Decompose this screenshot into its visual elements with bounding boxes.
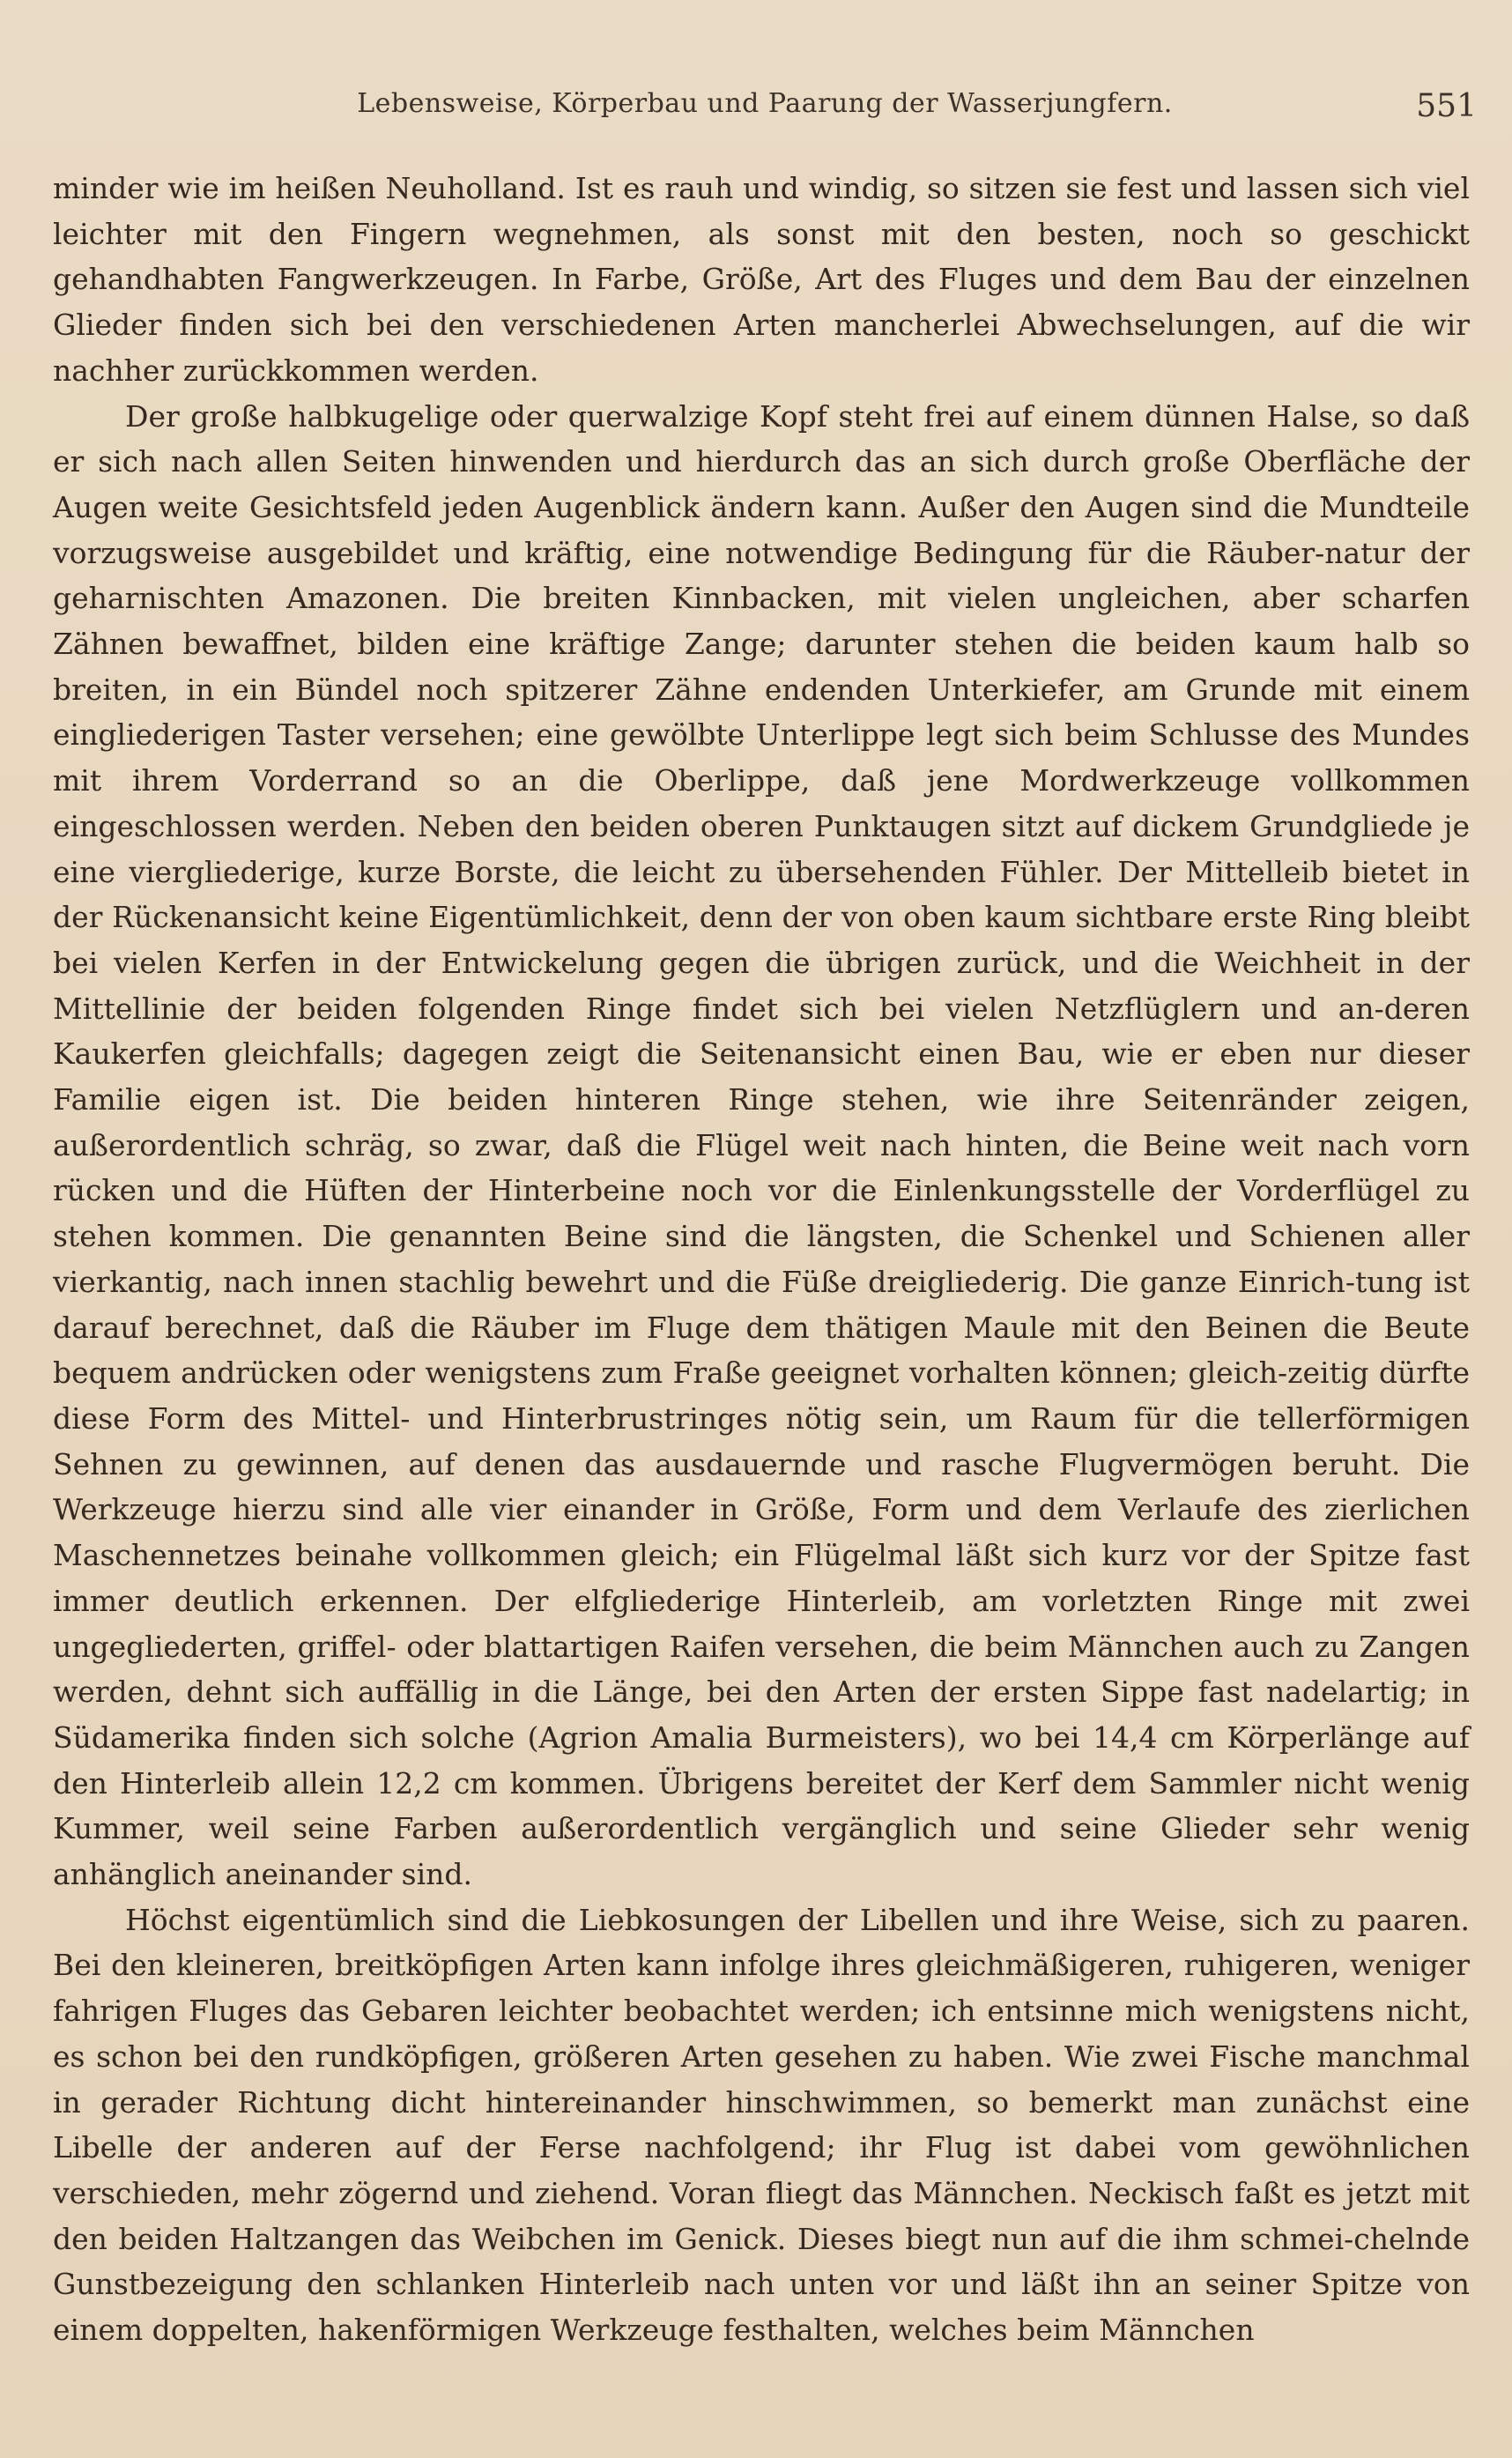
paragraph: Höchst eigentümlich sind die Liebkosungen der Libellen und ihre Weise, sich zu paaren. Bei den kleineren, breitköpfigen Arten kann infolge ihres gleichmäßigeren, ruhigeren, weniger fahrigen Fluges das Gebaren leichter beobachtet werden; ich entsinne mich wenigstens nicht, es schon bei den rundköpfigen, größeren Arten gesehen zu haben. Wie zwei Fische manchmal in gerader Richtung dicht hintereinander hinschwimmen, so bemerkt man zunächst eine Libelle der anderen auf der Ferse nachfolgend; ihr Flug ist dabei vom gewöhnlichen verschieden, mehr zögernd und ziehend. Voran fliegt das Männchen. Neckisch faßt es jetzt mit den beiden Haltzangen das Weibchen im Genick. Dieses biegt nun auf die ihm schmei-chelnde Gunstbezeigung den schlanken Hinterleib nach unten vor und läßt ihn an seiner Spitze von einem doppelten, hakenförmigen Werkzeuge festhalten, welches beim Männchen	[53, 1902, 1470, 2348]
running-title: Lebensweise, Körperbau und Paarung der Wasserjungfern.	[357, 88, 1173, 119]
page-number: 551	[1416, 88, 1477, 124]
paragraph: minder wie im heißen Neuholland. Ist es rauh und windig, so sitzen sie fest und lassen sich viel leichter mit den Fingern wegnehmen, als sonst mit den besten, noch so geschickt gehandhabten Fangwerkzeugen. In Farbe, Größe, Art des Fluges und dem Bau der einzelnen Glieder finden sich bei den verschiedenen Arten mancherlei Abwechselungen, auf die wir nachher zurückkommen werden.	[53, 171, 1470, 388]
body-text	[53, 166, 1470, 2353]
page-header	[53, 88, 1477, 141]
paragraph: Der große halbkugelige oder querwalzige Kopf steht frei auf einem dünnen Halse, so daß er sich nach allen Seiten hinwenden und hierdurch das an sich durch große Oberfläche der Augen weite Gesichtsfeld jeden Augenblick ändern kann. Außer den Augen sind die Mundteile vorzugsweise ausgebildet und kräftig, eine notwendige Bedingung für die Räuber-natur der geharnischten Amazonen. Die breiten Kinnbacken, mit vielen ungleichen, aber scharfen Zähnen bewaffnet, bilden eine kräftige Zange; darunter stehen die beiden kaum halb so breiten, in ein Bündel noch spitzerer Zähne endenden Unterkiefer, am Grunde mit einem eingliederigen Taster versehen; eine gewölbte Unterlippe legt sich beim Schlusse des Mundes mit ihrem Vorderrand so an die Oberlippe, daß jene Mordwerkzeuge vollkommen eingeschlossen werden. Neben den beiden oberen Punktaugen sitzt auf dickem Grundgliede je eine viergliederige, kurze Borste, die leicht zu übersehenden Fühler. Der Mittelleib bietet in der Rückenansicht keine Eigentümlichkeit, denn der von oben kaum sichtbare erste Ring bleibt bei vielen Kerfen in der Entwickelung gegen die übrigen zurück, und die Weichheit in der Mittellinie der beiden folgenden Ringe findet sich bei vielen Netzflüglern und an-deren Kaukerfen gleichfalls; dagegen zeigt die Seitenansicht einen Bau, wie er eben nur dieser Familie eigen ist. Die beiden hinteren Ringe stehen, wie ihre Seitenränder zeigen, außerordentlich schräg, so zwar, daß die Flügel weit nach hinten, die Beine weit nach vorn rücken und die Hüften der Hinterbeine noch vor die Einlenkungsstelle der Vorderflügel zu stehen kommen. Die genannten Beine sind die längsten, die Schenkel und Schienen aller vierkantig, nach innen stachlig bewehrt und die Füße dreigliederig. Die ganze Einrich-tung ist darauf berechnet, daß die Räuber im Fluge dem thätigen Maule mit den Beinen die Beute bequem andrücken oder wenigstens zum Fraße geeignet vorhalten können; gleich-zeitig dürfte diese Form des Mittel- und Hinterbrustringes nötig sein, um Raum für die tellerförmigen Sehnen zu gewinnen, auf denen das ausdauernde und rasche Flugvermögen beruht. Die Werkzeuge hierzu sind alle vier einander in Größe, Form und dem Verlaufe des zierlichen Maschennetzes beinahe vollkommen gleich; ein Flügelmal läßt sich kurz vor der Spitze fast immer deutlich erkennen. Der elfgliederige Hinterleib, am vorletzten Ringe mit zwei ungegliederten, griffel- oder blattartigen Raifen versehen, die beim Männchen auch zu Zangen werden, dehnt sich auffällig in die Länge, bei den Arten der ersten Sippe fast nadelartig; in Südamerika finden sich solche (Agrion Amalia Burmeisters), wo bei 14,4 cm Körperlänge auf den Hinterleib allein 12,2 cm kommen. Übrigens bereitet der Kerf dem Sammler nicht wenig Kummer, weil seine Farben außerordentlich vergänglich und seine Glieder sehr wenig anhänglich aneinander sind.	[53, 398, 1470, 1892]
